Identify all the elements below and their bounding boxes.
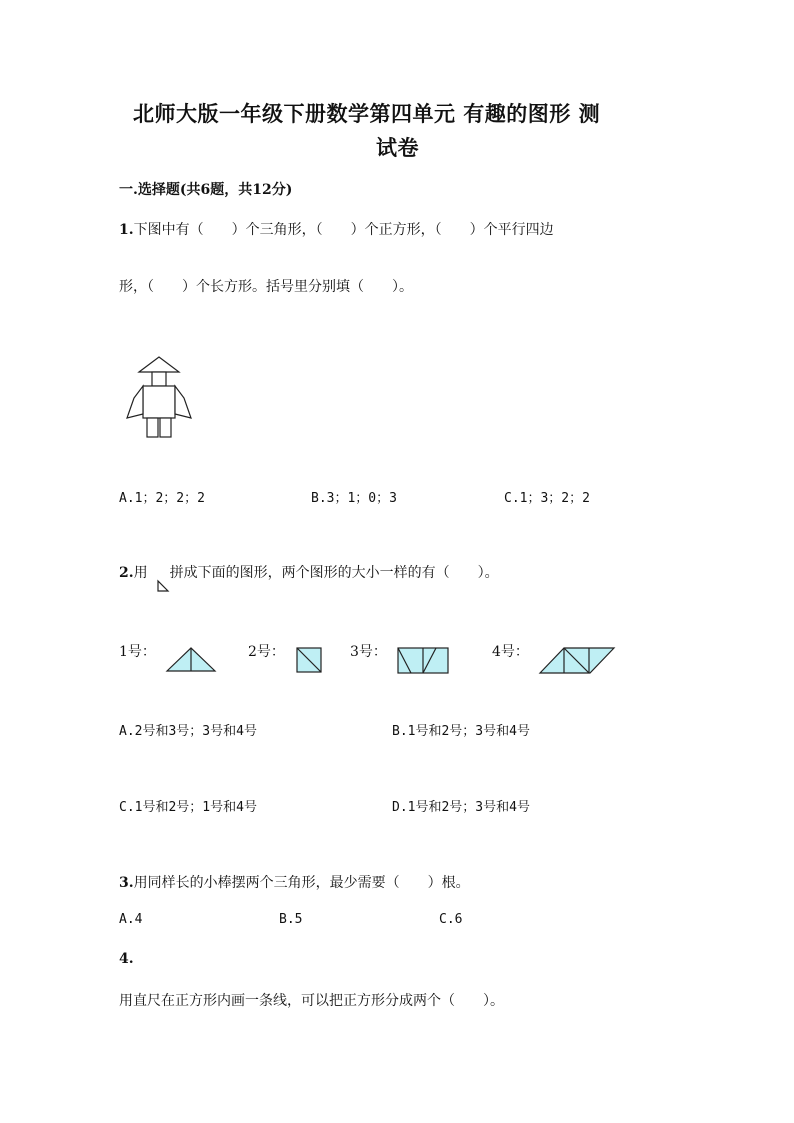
figure-1-shape [166, 647, 218, 673]
question-3-line [119, 872, 470, 892]
figure-4-label: 4号： [492, 644, 529, 660]
figure-2-label: 2号： [248, 644, 285, 660]
question-2-line [119, 562, 499, 582]
robot-hat-triangle [139, 357, 179, 372]
q1-option-b[interactable]: B.3；1；0；3 [311, 491, 397, 506]
robot-right-leg-rect [160, 418, 171, 437]
question-number: 1. [119, 222, 134, 238]
robot-neck-square [152, 372, 166, 386]
page-title-line2: 试卷 [376, 135, 419, 160]
robot-left-arm-parallelogram [127, 386, 143, 418]
question-4-text: 用直尺在正方形内画一条线，可以把正方形分成两个（ ）。 [119, 993, 504, 1009]
figure-1-label: 1号： [119, 644, 156, 660]
question-1-line1 [119, 219, 554, 239]
figure-3-label: 3号： [350, 644, 387, 660]
question-4-number: 4. [119, 951, 134, 967]
q3-option-b[interactable]: B.5 [279, 912, 303, 927]
question-prefix: 用 [133, 565, 148, 581]
q3-option-a[interactable]: A.4 [119, 912, 143, 927]
figure-3-shape [397, 647, 451, 675]
page-title-line1: 北师大版一年级下册数学第四单元 有趣的图形 测 [133, 101, 601, 126]
q1-option-c[interactable]: C.1；3；2；2 [504, 491, 590, 506]
question-number: 3. [119, 875, 134, 891]
q2-option-a[interactable]: A.2号和3号；3号和4号 [119, 724, 257, 739]
figure-2-shape [296, 647, 324, 675]
robot-right-arm-parallelogram [175, 386, 191, 418]
question-text: 拼成下面的图形，两个图形的大小一样的有（ ）。 [169, 565, 499, 581]
figure-4-shape [538, 647, 618, 675]
q3-option-c[interactable]: C.6 [439, 912, 463, 927]
small-triangle-icon [157, 580, 169, 592]
robot-body-square [143, 386, 175, 418]
section-heading: 一.选择题(共6题，共12分) [119, 182, 293, 198]
robot-left-leg-rect [147, 418, 158, 437]
robot-figure [122, 356, 202, 446]
q1-option-a[interactable]: A.1；2；2；2 [119, 491, 205, 506]
question-number: 2. [119, 565, 134, 581]
question-text: 下图中有（ ）个三角形，（ ）个正方形，（ ）个平行四边 [133, 222, 554, 238]
question-text: 用同样长的小棒摆两个三角形，最少需要（ ）根。 [133, 875, 470, 891]
q2-option-c[interactable]: C.1号和2号；1号和4号 [119, 800, 257, 815]
q2-option-d[interactable]: D.1号和2号；3号和4号 [392, 800, 530, 815]
question-1-line2: 形，（ ）个长方形。括号里分别填（ ）。 [119, 279, 413, 295]
q2-option-b[interactable]: B.1号和2号；3号和4号 [392, 724, 530, 739]
